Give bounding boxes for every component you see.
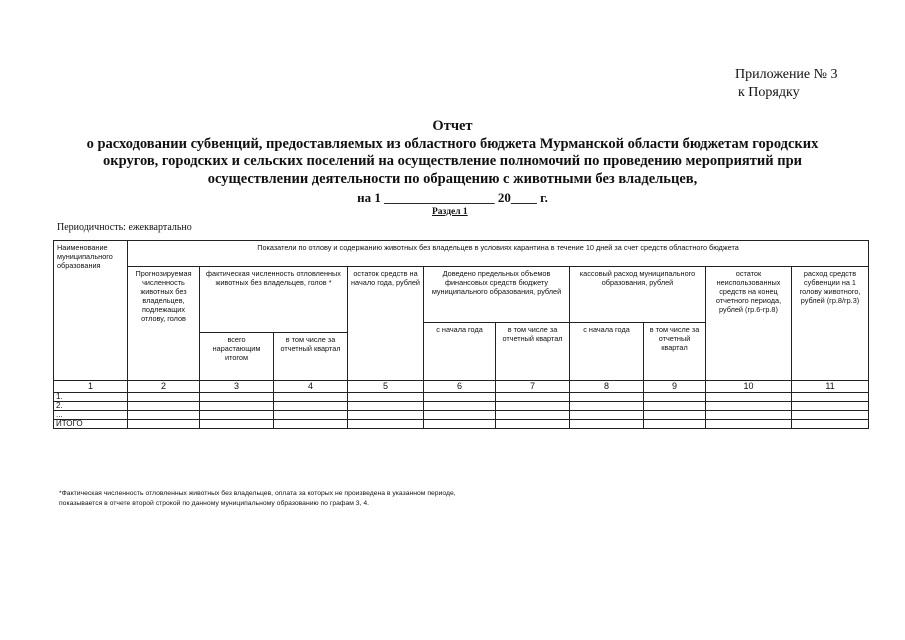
header-actual-quarter: в том числе за отчетный квартал <box>274 333 348 381</box>
col-number: 11 <box>792 381 869 393</box>
table-row-total <box>54 420 869 429</box>
header-limits: Доведено предельных объемов финансовых средств бюджету муниципального образования, рублей <box>424 267 570 323</box>
header-unused: остаток неиспользованных средств на конец отчетного периода, рублей (гр.6-гр.8) <box>706 267 792 381</box>
row-label: ... <box>54 411 128 420</box>
header-limits-year: с начала года <box>424 323 496 381</box>
col-number: 10 <box>706 381 792 393</box>
col-number: 4 <box>274 381 348 393</box>
header-per-head: расход средств субвенции на 1 голову животного, рублей (гр.8/гр.3) <box>792 267 869 381</box>
header-balance-start: остаток средств на начало года, рублей <box>348 267 424 381</box>
col-number: 8 <box>570 381 644 393</box>
title-line-2: о расходовании субвенций, предоставляемых из областного бюджета Мурманской области бюджетам городских <box>86 135 819 152</box>
header-limits-quarter: в том числе за отчетный квартал <box>496 323 570 381</box>
table-row <box>54 393 869 402</box>
title-line-1: Отчет <box>432 118 473 134</box>
header-cash-year: с начала года <box>570 323 644 381</box>
report-table <box>53 240 869 429</box>
header-municipality: Наименование муниципального образования <box>54 241 128 381</box>
header-cash: кассовый расход муниципального образования, рублей <box>570 267 706 323</box>
header-indicators-group: Показатели по отлову и содержанию животных без владельцев в условиях карантина в течение 10 дней за счет средств областного бюджета <box>128 241 869 267</box>
footnote-line-2: показывается в отчете второй строкой по данному муниципальному образованию по графам 3, 4. <box>59 500 370 507</box>
col-number: 6 <box>424 381 496 393</box>
table-row <box>54 411 869 420</box>
table-row <box>54 402 869 411</box>
footnote-line-1: *Фактическая численность отловленных животных без владельцев, оплата за которых не произведена в указанном периоде, <box>59 490 456 497</box>
report-date-line: на 1 _________________ 20____ г. <box>357 190 548 205</box>
header-actual-total: всего нарастающим итогом <box>200 333 274 381</box>
appendix-reference <box>735 66 838 102</box>
header-forecast: Прогнозируемая численность животных без владельцев, подлежащих отлову, голов <box>128 267 200 381</box>
footnote <box>59 489 759 509</box>
col-number: 2 <box>128 381 200 393</box>
header-cash-quarter: в том числе за отчетный квартал <box>644 323 706 381</box>
col-number: 9 <box>644 381 706 393</box>
appendix-line-1: Приложение № 3 <box>735 67 838 82</box>
col-number: 3 <box>200 381 274 393</box>
row-label: 2. <box>54 402 128 411</box>
periodicity-label: Периодичность: ежеквартально <box>57 222 192 233</box>
col-number: 5 <box>348 381 424 393</box>
appendix-line-2: к Порядку <box>738 85 800 100</box>
header-actual: фактическая численность отловленных животных без владельцев, голов * <box>200 267 348 333</box>
title-line-4: осуществлении деятельности по обращению с животными без владельцев, <box>207 170 698 187</box>
section-label: Раздел 1 <box>432 207 468 217</box>
report-title <box>40 118 865 188</box>
row-label-total: ИТОГО <box>54 420 128 429</box>
row-label: 1. <box>54 393 128 402</box>
col-number: 7 <box>496 381 570 393</box>
column-numbers-row <box>54 381 869 393</box>
title-line-3: округов, городских и сельских поселений на осуществление полномочий по проведению мероприятий при <box>103 153 802 169</box>
col-number: 1 <box>54 381 128 393</box>
